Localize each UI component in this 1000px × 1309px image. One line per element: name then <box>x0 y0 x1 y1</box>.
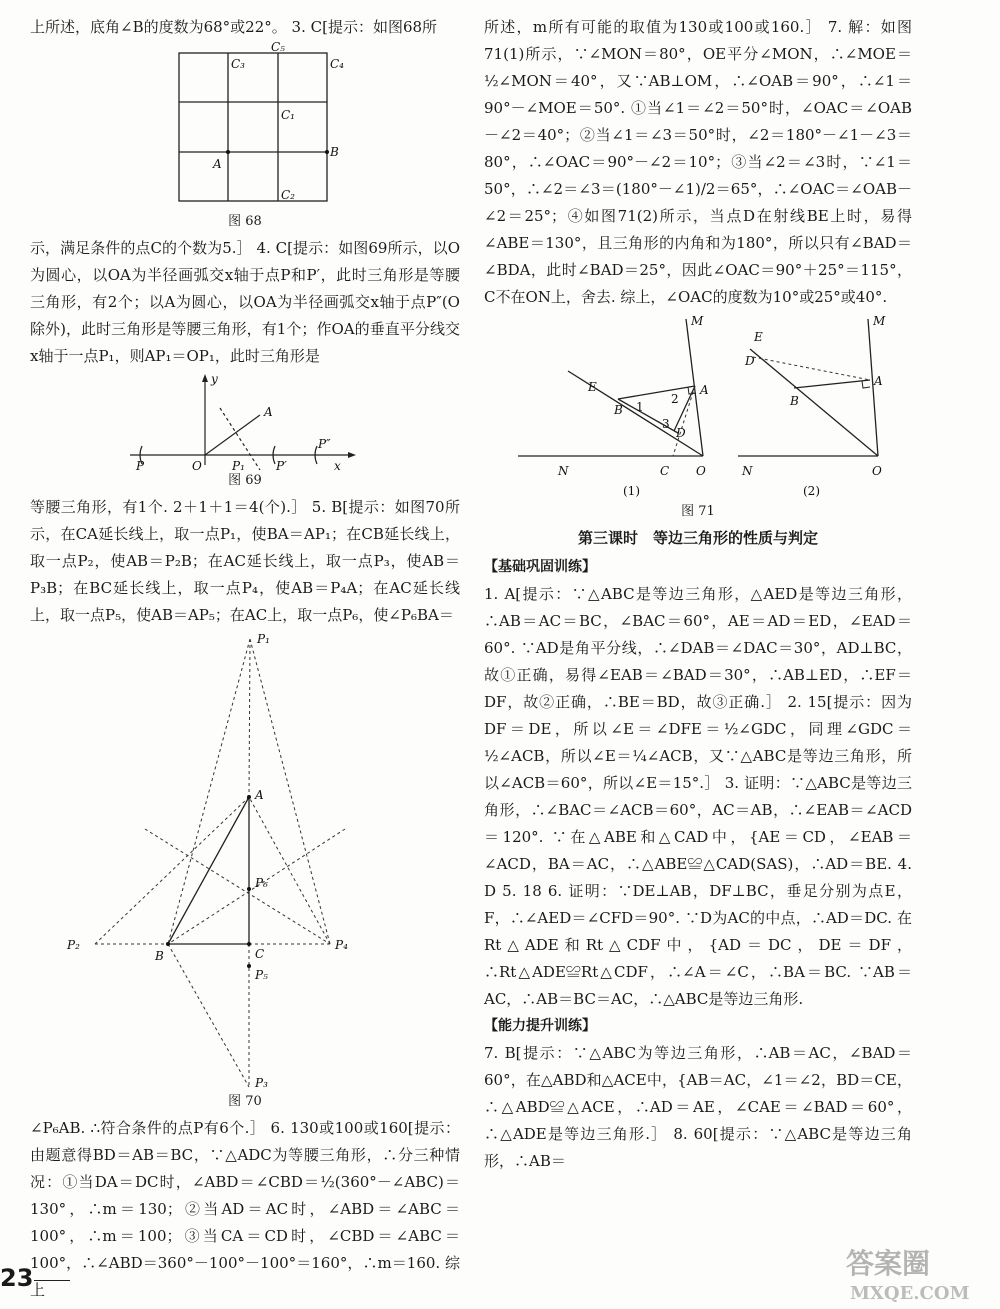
left-para-1: 上所述，底角∠B的度数为68°或22°。 3. C[提示：如图68所 <box>30 18 438 36</box>
fig69-label-p: P <box>136 459 145 470</box>
fig70-label-c: C <box>255 947 265 961</box>
fig71-label-c1: C <box>660 464 670 478</box>
fig69-label-p1: P₁ <box>232 459 245 470</box>
fig71-label-o1: O <box>696 464 706 478</box>
fig70-label-p6: P₆ <box>255 876 268 890</box>
figure-70 <box>35 629 455 1091</box>
fig70-label-p2: P₂ <box>67 938 80 952</box>
left-column <box>30 14 460 1304</box>
fig68-label-a: A <box>213 157 222 171</box>
fig71-label-b2: B <box>790 394 799 408</box>
fig70-label-b: B <box>155 949 164 963</box>
fig71-label-m1: M <box>691 314 704 328</box>
fig68-label-c4: C₄ <box>330 57 344 71</box>
fig71-label-d2: D <box>745 354 755 368</box>
watermark-logo <box>840 1239 990 1305</box>
fig71-sub-1: (1) <box>623 484 640 498</box>
fig70-label-a: A <box>255 788 264 802</box>
fig71-angle-3: 3 <box>662 417 670 431</box>
fig69-label-pprime: P′ <box>276 459 287 470</box>
watermark-top: 答案圈 <box>846 1247 931 1280</box>
fig69-label-a: A <box>264 405 273 419</box>
page-number-rule <box>34 1280 70 1281</box>
fig71-label-n1: N <box>558 464 569 478</box>
basic-training-title: 【基础巩固训练】 <box>484 559 596 575</box>
fig68-label-b: B <box>330 145 339 159</box>
fig71-angle-1: 1 <box>636 400 644 414</box>
fig71-label-o2: O <box>872 464 882 478</box>
fig71-label-b1: B <box>614 403 623 417</box>
fig71-label-d1: D <box>676 426 686 440</box>
right-para-2: 1. A[提示：∵△ABC是等边三角形，△AED是等边三角形，∴AB＝AC＝BC，∠BAC＝60°，AE＝AD＝ED，∠EAD＝60°. ∵AD是角平分线，∴∠DAB＝∠DAC＝30°，AD⊥BC，故①正确，易得∠EAB＝∠BAD＝30°，∴AB⊥ED，∴EF＝DF，故②正确，∴BE＝BD，故③正确.］ 2. 15[提示：因为DF＝DE，所以∠E＝∠DFE＝½∠GDC，同理∠GDC＝½∠ACB，所以∠E＝¼∠ACB，又∵△ABC是等边三角形，所以∠ACB＝60°，所以∠E＝15°.］ 3. 证明：∵△ABC是等边三角形，∴∠BAC＝∠ACB＝60°，AC＝AB，∴∠EAB＝∠ACD＝120°. ∵在△ABE和△CAD中，{AE＝CD，∠EAB＝∠ACD，BA＝AC，∴△ABE≌△CAD(SAS)，∴AD＝BE. 4. D 5. 18 6. 证明：∵DE⊥AB，DF⊥BC，垂足分别为点E，F，∴∠AED＝∠CFD＝90°. ∵D为AC的中点，∴AD＝DC. 在Rt△ADE和Rt△CDF中，{AD＝DC，DE＝DF，∴Rt△ADE≌Rt△CDF，∴∠A＝∠C，∴BA＝BC. ∵AB＝AC，∴AB＝BC＝AC，∴△ABC是等边三角形. <box>484 585 912 1008</box>
fig71-angle-2: 2 <box>671 392 679 406</box>
fig71-label-a1: A <box>700 383 709 397</box>
right-column <box>484 14 912 1175</box>
fig71-label-e2: E <box>754 330 763 344</box>
right-para-3: 7. B[提示：∵△ABC为等边三角形，∴AB＝AC，∠BAD＝60°，在△ABD和△ACE中，{AB＝AC，∠1＝∠2，BD＝CE，∴△ABD≌△ACE，∴AD＝AE，∠CAE＝∠BAD＝60°，∴△ADE是等边三角形.］ 8. 60[提示：∵△ABC是等边三角形，∴AB＝ <box>484 1044 912 1170</box>
fig69-label-x: x <box>334 459 341 470</box>
fig68-label-c1: C₁ <box>281 108 295 122</box>
fig68-label-c2: C₂ <box>281 188 295 202</box>
fig71-label-m2: M <box>873 314 886 328</box>
left-para-2: 示，满足条件的点C的个数为5.］ 4. C[提示：如图69所示，以O为圆心，以OA为半径画弧交x轴于点P和P′，此时三角形是等腰三角形，有2个；以A为圆心，以OA为半径画弧交x轴于点P″(O除外)，此时三角形是等腰三角形，有1个；作OA的垂直平分线交x轴于一点P₁，则AP₁＝OP₁，此时三角形是 <box>30 239 460 365</box>
left-para-3: 等腰三角形，有1个. 2＋1＋1＝4(个).］ 5. B[提示：如图70所示，在CA延长线上，取一点P₁，使BA＝AP₁；在CB延长线上，取一点P₂，使AB＝P₂B；在AC延长线上，取一点P₃，使AB＝P₃B；在BC延长线上，取一点P₄，使AB＝P₄A；在AC延长线上，取一点P₅，使AB＝AP₅；在AC上，取一点P₆，使∠P₆BA＝ <box>30 498 460 624</box>
page-number: 23 <box>0 1264 34 1292</box>
fig68-caption: 图 68 <box>228 214 262 229</box>
fig69-label-pdoubleprime: P″ <box>318 437 331 451</box>
right-para-1: 所述，m所有可能的取值为130或100或160.］ 7. 解：如图71(1)所示，∵∠MON＝80°，OE平分∠MON，∴∠MOE＝½∠MON＝40°，又∵AB⊥OM，∴∠OAB＝90°，∴∠1＝90°－∠MOE＝50°. ①当∠1＝∠2＝50°时，∠OAC＝∠OAB－∠2＝40°；②当∠1＝∠3＝50°时，∠2＝180°－∠1－∠3＝80°，∴∠OAC＝90°－∠2＝10°；③当∠2＝∠3时，∵∠1＝50°，∴∠2＝∠3＝(180°－∠1)/2＝65°，∴∠OAC＝∠OAB－∠2＝25°；④如图71(2)所示，当点D在射线BE上时，易得∠ABE＝130°，且三角形的内角和为180°，所以只有∠BAD＝∠BDA，此时∠BAD＝25°，因此∠OAC＝90°＋25°＝115°，C不在ON上，舍去. 综上，∠OAC的度数为10°或25°或40°. <box>484 18 912 306</box>
figure-68 <box>145 41 345 211</box>
fig70-caption: 图 70 <box>228 1094 262 1109</box>
fig69-label-y: y <box>211 372 218 386</box>
left-para-4: ∠P₆AB. ∴符合条件的点P有6个.］ 6. 130或100或160[提示：由题意得BD＝AB＝BC，∵△ADC为等腰三角形，∴分三种情况：①当DA＝DC时，∠ABD＝∠CBD＝½(360°－∠ABC)＝130°，∴m＝130；②当AD＝AC时，∠ABD＝∠ABC＝100°，∴m＝100；③当CA＝CD时，∠CBD＝∠ABC＝100°，∴∠ABD＝360°－100°－100°＝160°，∴m＝160. 综上 <box>30 1119 460 1299</box>
fig71-caption: 图 71 <box>681 504 715 519</box>
fig71-label-a2: A <box>874 374 883 388</box>
fig71-label-n2: N <box>742 464 753 478</box>
fig68-label-c5: C₅ <box>271 41 285 54</box>
fig71-sub-2: (2) <box>803 484 820 498</box>
fig70-label-p4: P₄ <box>335 938 348 952</box>
watermark-bottom: MXQE.COM <box>850 1283 970 1304</box>
fig69-label-o: O <box>192 459 202 470</box>
section-title: 第三课时 等边三角形的性质与判定 <box>577 529 818 547</box>
figure-71 <box>508 311 888 501</box>
fig69-caption: 图 69 <box>228 473 262 488</box>
fig68-label-c3: C₃ <box>231 57 245 71</box>
fig71-label-e1: E <box>588 380 597 394</box>
ability-training-title: 【能力提升训练】 <box>484 1018 596 1034</box>
fig70-label-p1: P₁ <box>257 632 270 646</box>
figure-69 <box>120 370 370 470</box>
fig70-label-p5: P₅ <box>255 968 268 982</box>
fig70-label-p3: P₃ <box>255 1076 268 1090</box>
